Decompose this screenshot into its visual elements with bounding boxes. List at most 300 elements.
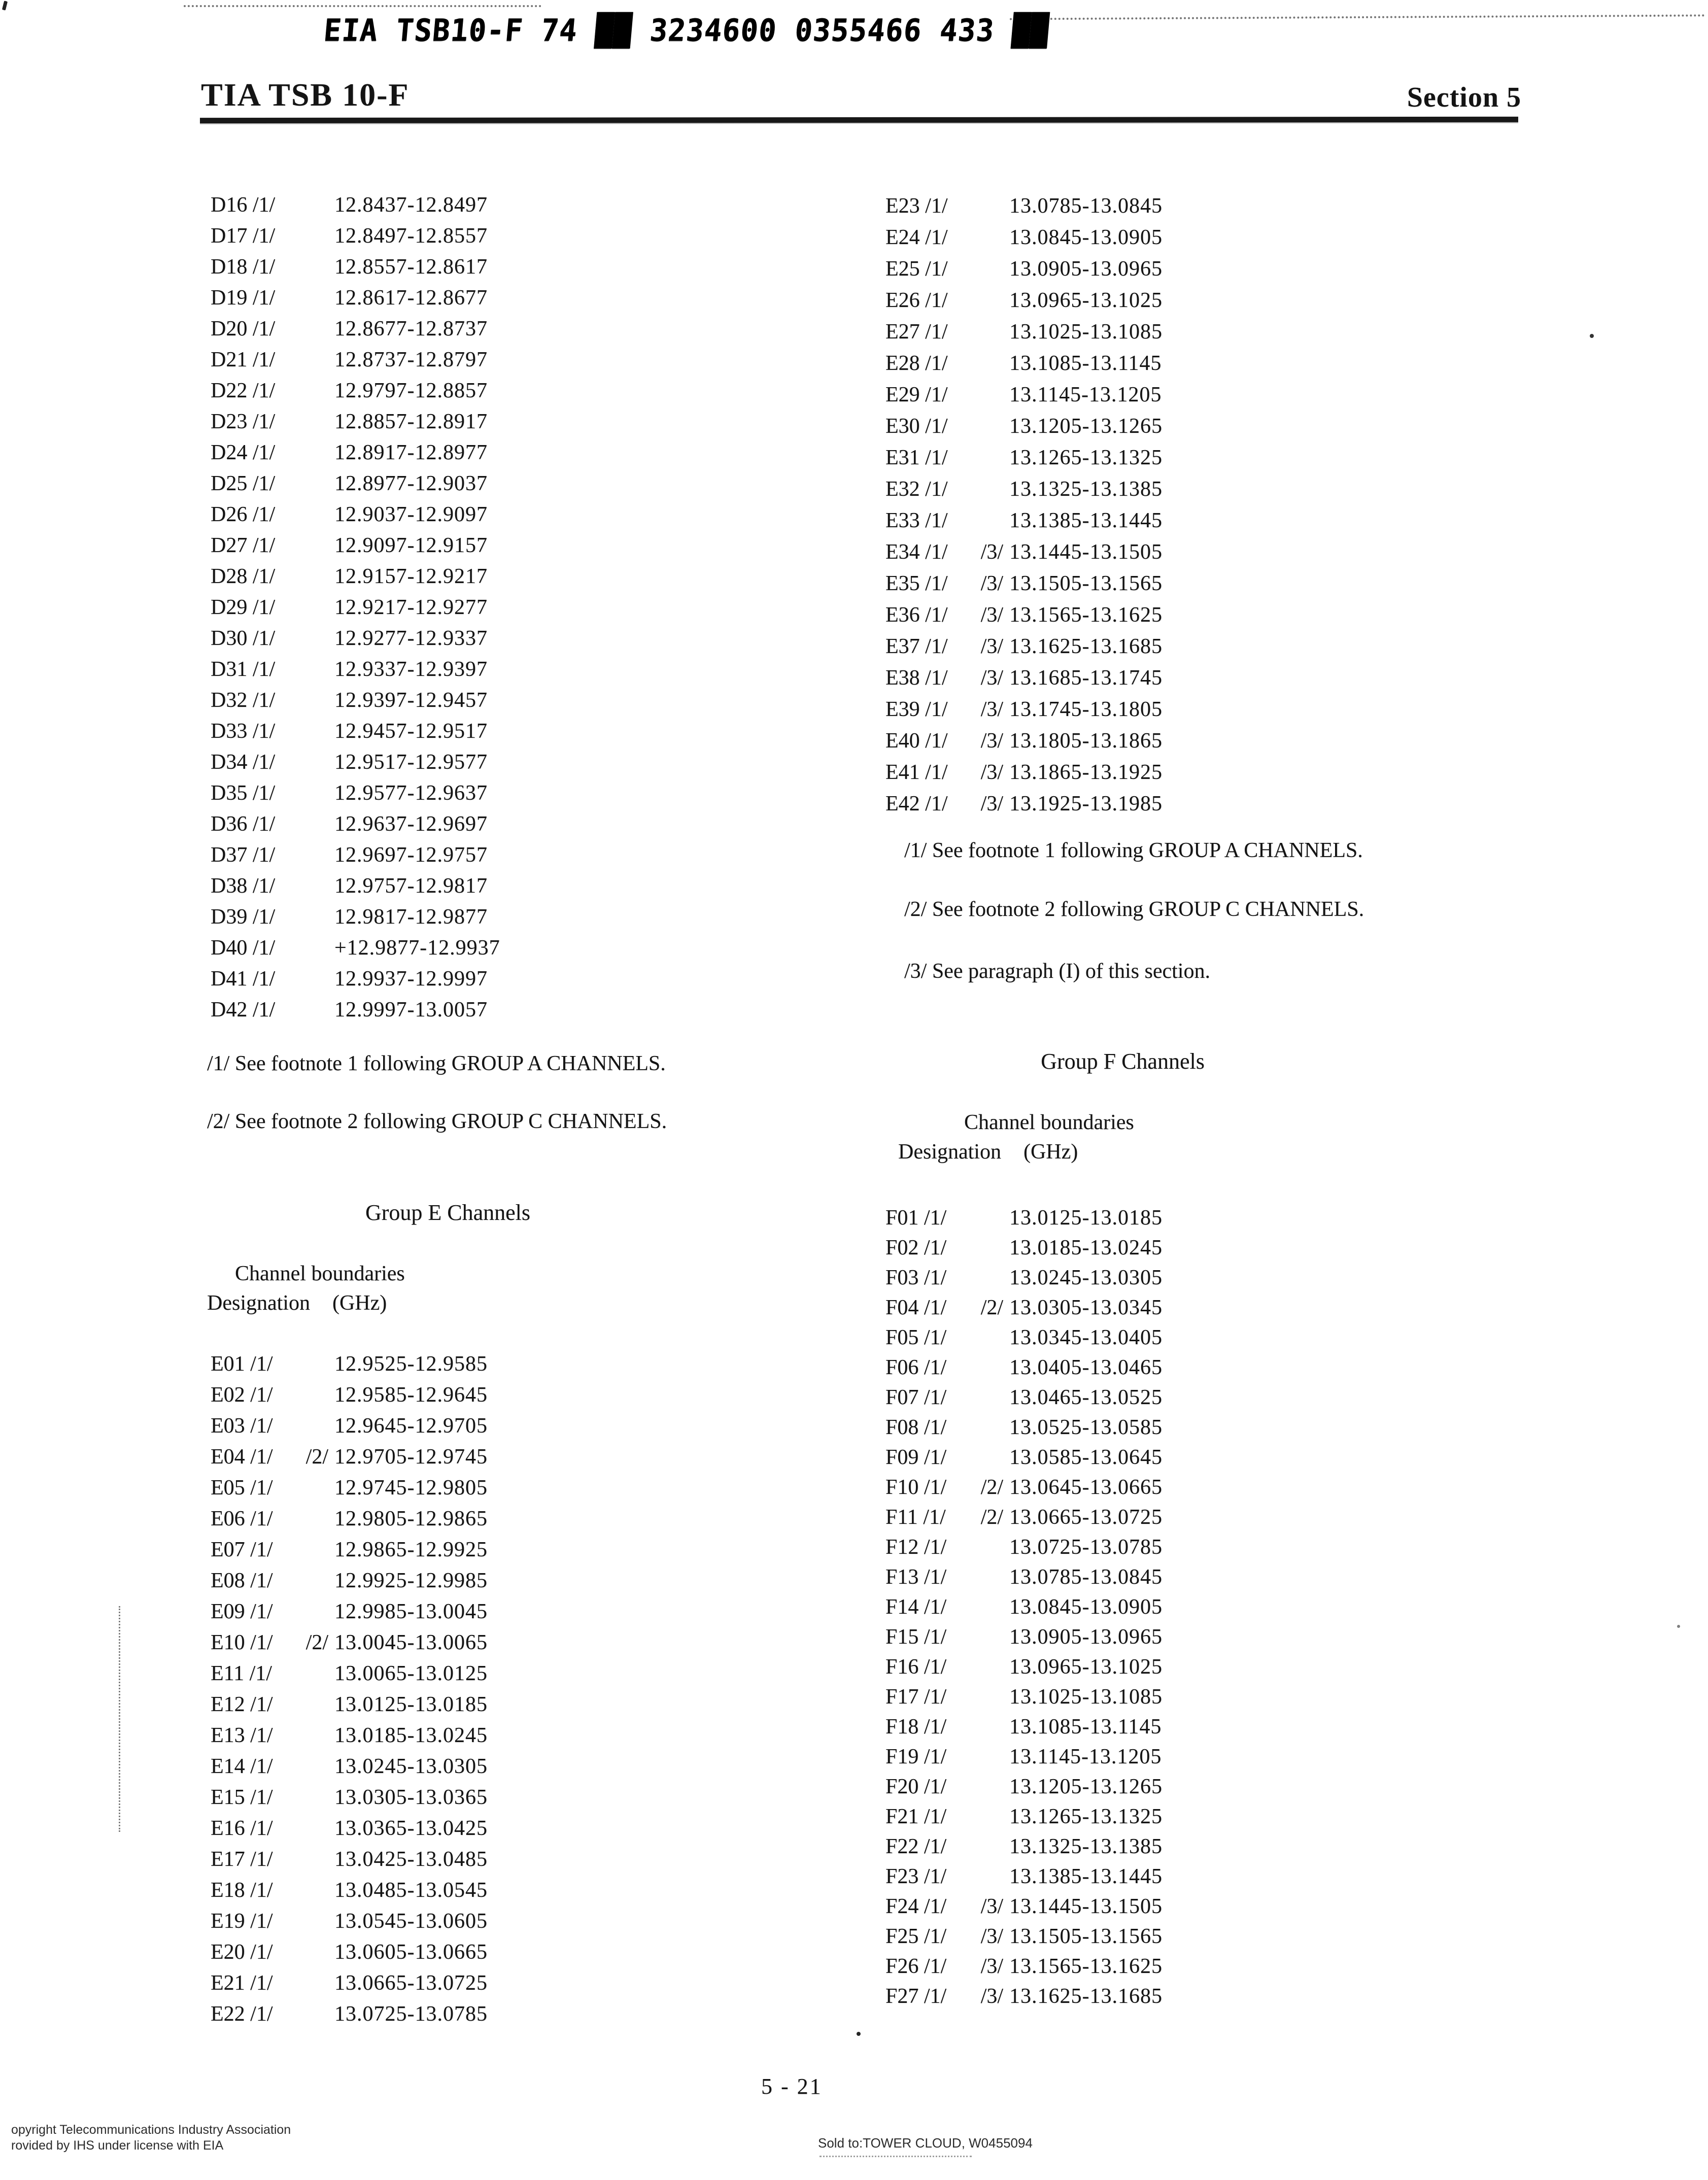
channel-row (211, 1846, 488, 1877)
channel-designation: E12 /1/ (211, 1693, 273, 1716)
channel-designation: E03 /1/ (211, 1414, 273, 1438)
frequency-range: 12.9637-12.9697 (334, 812, 488, 836)
channel-row (211, 563, 500, 594)
frequency-range: 13.1325-13.1385 (1009, 1835, 1163, 1858)
ghz-header: (GHz) (332, 1291, 387, 1315)
designation-header: Designation (207, 1291, 310, 1315)
channel-designation: E20 /1/ (211, 1940, 273, 1964)
channel-row (885, 1295, 1163, 1324)
channel-designation: F08 /1/ (885, 1416, 947, 1439)
channel-designation: E25 /1/ (885, 257, 948, 281)
channel-designation: D21 /1/ (211, 348, 276, 371)
channel-row (885, 728, 1163, 759)
channel-designation: F14 /1/ (885, 1595, 947, 1619)
channel-designation: F21 /1/ (885, 1805, 947, 1828)
header-rule (200, 117, 1518, 123)
channel-row (211, 501, 500, 532)
frequency-range: 13.1745-13.1805 (1009, 698, 1163, 721)
channel-row (211, 904, 500, 935)
channel-row (211, 223, 500, 254)
channel-designation: F17 /1/ (885, 1685, 947, 1709)
channel-row (211, 1753, 488, 1784)
channel-row (211, 811, 500, 842)
frequency-range: 13.1205-13.1265 (1009, 1775, 1163, 1798)
channel-designation: F03 /1/ (885, 1266, 947, 1289)
channel-designation: F22 /1/ (885, 1835, 947, 1858)
channel-designation: D29 /1/ (211, 596, 276, 619)
channel-designation: D41 /1/ (211, 967, 276, 991)
scan-speck (1590, 334, 1594, 338)
footnote-3: /3/ See paragraph (I) of this section. (904, 960, 1210, 983)
channel-designation: E06 /1/ (211, 1507, 273, 1530)
frequency-range: 13.0585-13.0645 (1009, 1446, 1163, 1469)
channel-row (211, 1506, 488, 1537)
channel-row (885, 1893, 1163, 1923)
channel-designation: E15 /1/ (211, 1786, 273, 1809)
frequency-range: 13.0725-13.0785 (334, 2002, 488, 2026)
channel-designation: D16 /1/ (211, 193, 276, 217)
channel-designation: D20 /1/ (211, 317, 276, 340)
channel-row (885, 1714, 1163, 1744)
frequency-range: 13.1085-13.1145 (1009, 352, 1162, 375)
channel-designation: E42 /1/ (885, 792, 948, 815)
frequency-range: 13.1145-13.1205 (1009, 1745, 1162, 1768)
frequency-range: 12.9925-12.9985 (334, 1569, 488, 1592)
group-e-right-table (885, 193, 1163, 822)
channel-designation: F18 /1/ (885, 1715, 947, 1739)
frequency-range: 13.0965-13.1025 (1009, 1655, 1163, 1679)
channel-designation: F06 /1/ (885, 1356, 947, 1379)
channel-row (211, 1939, 488, 1970)
frequency-range: 13.0465-13.0525 (1009, 1386, 1163, 1409)
channel-row (885, 539, 1163, 570)
channel-row (885, 287, 1163, 319)
frequency-range: 13.0365-13.0425 (334, 1817, 488, 1840)
channel-row (211, 1598, 488, 1629)
channel-row (211, 532, 500, 563)
channel-row (885, 633, 1163, 665)
scan-smudge-footer (819, 2156, 972, 2157)
page-number: 5 - 21 (761, 2074, 823, 2099)
frequency-range: 13.1865-13.1925 (1009, 761, 1163, 784)
frequency-range: 12.8977-12.9037 (334, 472, 488, 495)
channel-row (211, 1537, 488, 1568)
channel-row (211, 1568, 488, 1598)
channel-row (211, 1970, 488, 2001)
frequency-range: 13.1925-13.1985 (1009, 792, 1163, 815)
ghz-header: (GHz) (1023, 1140, 1078, 1164)
channel-row (885, 1774, 1163, 1803)
channel-row (211, 718, 500, 749)
column-header-row (207, 1291, 387, 1315)
channel-designation: D19 /1/ (211, 286, 276, 310)
frequency-range: 12.9757-12.9817 (334, 874, 488, 898)
frequency-range: 13.0125-13.0185 (1009, 1206, 1163, 1230)
scan-dotted-line-top-right (1010, 14, 1705, 20)
channel-row (885, 1564, 1163, 1594)
frequency-range: 13.0125-13.0185 (334, 1693, 488, 1716)
channel-designation: F02 /1/ (885, 1236, 947, 1259)
frequency-range: 12.9585-12.9645 (334, 1383, 488, 1407)
footnote-marker: /3/ (980, 698, 1003, 721)
footnote-marker: /2/ (980, 1506, 1003, 1529)
frequency-range: 13.0905-13.0965 (1009, 1625, 1163, 1649)
channel-row (885, 602, 1163, 633)
frequency-range: 12.9705-12.9745 (334, 1445, 488, 1469)
frequency-range: 12.9997-13.0057 (334, 998, 488, 1021)
footnote-marker: /3/ (980, 572, 1003, 595)
frequency-range: 13.1505-13.1565 (1009, 1925, 1163, 1948)
group-d-table (211, 192, 500, 1028)
channel-row (211, 749, 500, 780)
frequency-range: 13.0525-13.0585 (1009, 1416, 1163, 1439)
channel-designation: E39 /1/ (885, 698, 948, 721)
channel-row (211, 1908, 488, 1939)
channel-designation: E17 /1/ (211, 1848, 273, 1871)
channel-row (885, 1205, 1163, 1235)
channel-designation: F09 /1/ (885, 1446, 947, 1469)
channel-row (885, 1624, 1163, 1654)
channel-designation: E10 /1/ (211, 1631, 273, 1654)
channel-designation: D27 /1/ (211, 534, 276, 557)
channel-designation: D23 /1/ (211, 410, 276, 433)
channel-row (211, 1660, 488, 1691)
channel-row (885, 256, 1163, 287)
channel-row (211, 1629, 488, 1660)
channel-row (885, 350, 1163, 382)
channel-designation: F05 /1/ (885, 1326, 947, 1349)
channel-designation: E18 /1/ (211, 1879, 273, 1902)
channel-row (885, 665, 1163, 696)
channel-designation: E32 /1/ (885, 478, 948, 501)
frequency-range: 12.8497-12.8557 (334, 224, 488, 248)
channel-row (885, 1324, 1163, 1354)
channel-row (885, 1863, 1163, 1893)
footnote-marker: /3/ (980, 635, 1003, 658)
frequency-range: 13.0845-13.0905 (1009, 226, 1163, 249)
frequency-range: 12.8737-12.8797 (334, 348, 488, 371)
frequency-range: 12.9337-12.9397 (334, 658, 488, 681)
channel-designation: F04 /1/ (885, 1296, 947, 1319)
channel-designation: E28 /1/ (885, 352, 948, 375)
channel-row (885, 413, 1163, 445)
channel-designation: E13 /1/ (211, 1724, 273, 1747)
frequency-range: 12.9797-12.8857 (334, 379, 488, 402)
frequency-range: 13.0665-13.0725 (334, 1971, 488, 1995)
channel-boundaries-label: Channel boundaries (235, 1262, 405, 1285)
frequency-range: 13.1265-13.1325 (1009, 446, 1163, 469)
channel-row (885, 382, 1163, 413)
channel-designation: D26 /1/ (211, 503, 276, 526)
channel-designation: E34 /1/ (885, 540, 948, 564)
frequency-range: 13.0725-13.0785 (1009, 1536, 1163, 1559)
channel-designation: E36 /1/ (885, 603, 948, 627)
frequency-range: 12.9937-12.9997 (334, 967, 488, 991)
frequency-range: 13.1265-13.1325 (1009, 1805, 1163, 1828)
designation-header: Designation (898, 1140, 1001, 1164)
channel-row (211, 285, 500, 316)
frequency-range: 13.1025-13.1085 (1009, 320, 1163, 344)
channel-row (885, 696, 1163, 728)
frequency-range: 13.1445-13.1505 (1009, 540, 1163, 564)
footnote-marker: /2/ (980, 1476, 1003, 1499)
channel-designation: D28 /1/ (211, 565, 276, 588)
frequency-range: 12.8677-12.8737 (334, 317, 488, 340)
frequency-range: 12.9865-12.9925 (334, 1538, 488, 1561)
frequency-range: 13.1805-13.1865 (1009, 729, 1163, 753)
copyright-line: opyright Telecommunications Industry Association (11, 2123, 291, 2137)
channel-designation: D24 /1/ (211, 441, 276, 464)
frequency-range: 13.0605-13.0665 (334, 1940, 488, 1964)
channel-designation: E30 /1/ (885, 415, 948, 438)
group-e-heading: Group E Channels (365, 1200, 531, 1225)
frequency-range: 12.9745-12.9805 (334, 1476, 488, 1500)
channel-designation: F01 /1/ (885, 1206, 947, 1230)
channel-designation: F15 /1/ (885, 1625, 947, 1649)
frequency-range: 13.1085-13.1145 (1009, 1715, 1162, 1739)
channel-designation: F07 /1/ (885, 1386, 947, 1409)
channel-designation: F10 /1/ (885, 1476, 947, 1499)
channel-designation: E07 /1/ (211, 1538, 273, 1561)
frequency-range: 13.1625-13.1685 (1009, 635, 1163, 658)
frequency-range: 13.0245-13.0305 (1009, 1266, 1163, 1289)
channel-designation: E02 /1/ (211, 1383, 273, 1407)
channel-designation: E33 /1/ (885, 509, 948, 532)
frequency-range: 13.0425-13.0485 (334, 1848, 488, 1871)
channel-row (211, 347, 500, 378)
document-number-stamp: EIA TSB10-F 74 ██ 3234600 0355466 433 ██ (322, 13, 1050, 49)
channel-row (885, 1265, 1163, 1295)
channel-designation: D32 /1/ (211, 689, 276, 712)
channel-row (885, 1953, 1163, 1983)
channel-designation: E05 /1/ (211, 1476, 273, 1500)
channel-row (885, 476, 1163, 507)
frequency-range: 12.8857-12.8917 (334, 410, 488, 433)
frequency-range: 12.9157-12.9217 (334, 565, 488, 588)
frequency-range: 13.0785-13.0845 (1009, 194, 1163, 218)
channel-designation: F25 /1/ (885, 1925, 947, 1948)
frequency-range: 12.8437-12.8497 (334, 193, 488, 217)
channel-row (885, 224, 1163, 256)
channel-row (885, 1833, 1163, 1863)
frequency-range: 13.0485-13.0545 (334, 1879, 488, 1902)
frequency-range: 13.1145-13.1205 (1009, 383, 1162, 406)
channel-designation: E31 /1/ (885, 446, 948, 469)
footnote-marker: /3/ (980, 1955, 1003, 1978)
channel-designation: E41 /1/ (885, 761, 948, 784)
channel-row (211, 1382, 488, 1413)
scan-speck (857, 2032, 861, 2036)
channel-designation: D17 /1/ (211, 224, 276, 248)
frequency-range: +12.9877-12.9937 (334, 936, 500, 960)
footnote-marker: /3/ (980, 761, 1003, 784)
frequency-range: 13.0185-13.0245 (334, 1724, 488, 1747)
frequency-range: 13.0905-13.0965 (1009, 257, 1163, 281)
frequency-range: 13.0245-13.0305 (334, 1755, 488, 1778)
channel-designation: D34 /1/ (211, 751, 276, 774)
channel-designation: E04 /1/ (211, 1445, 273, 1469)
footnote-marker: /3/ (980, 603, 1003, 627)
group-e-left-table (211, 1351, 488, 2032)
frequency-range: 12.9517-12.9577 (334, 751, 488, 774)
footnote-marker: /3/ (980, 1925, 1003, 1948)
column-header-row (898, 1140, 1078, 1164)
channel-designation: D39 /1/ (211, 905, 276, 929)
channel-row (211, 873, 500, 904)
frequency-range: 13.0785-13.0845 (1009, 1565, 1163, 1589)
channel-row (211, 1815, 488, 1846)
channel-designation: D25 /1/ (211, 472, 276, 495)
frequency-range: 12.9697-12.9757 (334, 843, 488, 867)
frequency-range: 13.1385-13.1445 (1009, 509, 1163, 532)
channel-row (211, 966, 500, 997)
footnote-marker: /3/ (980, 540, 1003, 564)
channel-row (885, 1414, 1163, 1444)
channel-designation: E40 /1/ (885, 729, 948, 753)
footnote-marker: /3/ (980, 1985, 1003, 2008)
frequency-range: 12.9525-12.9585 (334, 1352, 488, 1376)
channel-designation: E37 /1/ (885, 635, 948, 658)
frequency-range: 13.1505-13.1565 (1009, 572, 1163, 595)
copyright-line: rovided by IHS under license with EIA (11, 2138, 224, 2153)
channel-designation: F19 /1/ (885, 1745, 947, 1768)
channel-row (211, 656, 500, 687)
channel-designation: F12 /1/ (885, 1536, 947, 1559)
channel-designation: E21 /1/ (211, 1971, 273, 1995)
channel-designation: D40 /1/ (211, 936, 276, 960)
channel-row (885, 1983, 1163, 2013)
channel-row (211, 1691, 488, 1722)
scan-dotted-line-top-left (184, 5, 541, 7)
frequency-range: 12.9217-12.9277 (334, 596, 488, 619)
channel-row (211, 439, 500, 470)
channel-row (885, 1654, 1163, 1684)
channel-row (211, 1413, 488, 1444)
group-f-table (885, 1205, 1163, 2013)
channel-row (885, 445, 1163, 476)
footnote-marker: /3/ (980, 666, 1003, 690)
channel-designation: E23 /1/ (885, 194, 948, 218)
frequency-range: 12.9577-12.9637 (334, 781, 488, 805)
channel-designation: E22 /1/ (211, 2002, 273, 2026)
frequency-range: 12.9817-12.9877 (334, 905, 488, 929)
frequency-range: 13.0965-13.1025 (1009, 289, 1163, 312)
scan-dotted-line-left-margin (119, 1606, 120, 1832)
channel-row (211, 594, 500, 625)
channel-designation: D30 /1/ (211, 627, 276, 650)
frequency-range: 13.1445-13.1505 (1009, 1895, 1163, 1918)
frequency-range: 12.8557-12.8617 (334, 255, 488, 279)
channel-designation: D37 /1/ (211, 843, 276, 867)
frequency-range: 13.1625-13.1685 (1009, 1985, 1163, 2008)
channel-designation: D31 /1/ (211, 658, 276, 681)
channel-row (211, 780, 500, 811)
frequency-range: 13.1385-13.1445 (1009, 1865, 1163, 1888)
sold-to-label: Sold to:TOWER CLOUD, W0455094 (818, 2135, 1033, 2151)
scan-speck (1677, 1625, 1680, 1628)
channel-designation: E19 /1/ (211, 1910, 273, 1933)
frequency-range: 13.0345-13.0405 (1009, 1326, 1163, 1349)
footnote-marker: /2/ (305, 1445, 328, 1469)
channel-row (885, 1744, 1163, 1774)
frequency-range: 13.1565-13.1625 (1009, 1955, 1163, 1978)
channel-row (211, 1877, 488, 1908)
channel-designation: E08 /1/ (211, 1569, 273, 1592)
footnote-marker: /3/ (980, 792, 1003, 815)
frequency-range: 13.1205-13.1265 (1009, 415, 1163, 438)
channel-row (885, 1923, 1163, 1953)
channel-row (211, 842, 500, 873)
channel-designation: D33 /1/ (211, 720, 276, 743)
channel-boundaries-label: Channel boundaries (964, 1111, 1134, 1134)
channel-row (211, 935, 500, 966)
channel-row (211, 408, 500, 439)
frequency-range: 13.0645-13.0665 (1009, 1476, 1163, 1499)
channel-designation: E29 /1/ (885, 383, 948, 406)
frequency-range: 12.9457-12.9517 (334, 720, 488, 743)
channel-designation: D38 /1/ (211, 874, 276, 898)
channel-row (885, 1534, 1163, 1564)
channel-designation: D22 /1/ (211, 379, 276, 402)
frequency-range: 13.0045-13.0065 (334, 1631, 488, 1654)
channel-row (211, 2001, 488, 2032)
document-title: TIA TSB 10-F (201, 77, 409, 113)
footnote-marker: /3/ (980, 729, 1003, 753)
footnote-2: /2/ See footnote 2 following GROUP C CHANNELS. (904, 898, 1364, 921)
frequency-range: 12.9985-13.0045 (334, 1600, 488, 1623)
channel-row (211, 687, 500, 718)
channel-designation: E09 /1/ (211, 1600, 273, 1623)
channel-row (885, 1384, 1163, 1414)
frequency-range: 13.0545-13.0605 (334, 1910, 488, 1933)
scan-speck (2, 1, 8, 10)
channel-designation: F24 /1/ (885, 1895, 947, 1918)
channel-row (211, 1475, 488, 1506)
channel-designation: E38 /1/ (885, 666, 948, 690)
frequency-range: 13.0665-13.0725 (1009, 1506, 1163, 1529)
channel-designation: F13 /1/ (885, 1565, 947, 1589)
channel-row (885, 1504, 1163, 1534)
frequency-range: 12.8917-12.8977 (334, 441, 488, 464)
channel-row (885, 1474, 1163, 1504)
channel-designation: E24 /1/ (885, 226, 948, 249)
channel-row (885, 1444, 1163, 1474)
frequency-range: 12.8617-12.8677 (334, 286, 488, 310)
channel-row (885, 507, 1163, 539)
channel-designation: F16 /1/ (885, 1655, 947, 1679)
channel-row (211, 470, 500, 501)
channel-row (885, 1594, 1163, 1624)
frequency-range: 13.0065-13.0125 (334, 1662, 488, 1685)
channel-designation: E27 /1/ (885, 320, 948, 344)
channel-row (885, 193, 1163, 224)
frequency-range: 12.9805-12.9865 (334, 1507, 488, 1530)
frequency-range: 13.1565-13.1625 (1009, 603, 1163, 627)
channel-designation: E26 /1/ (885, 289, 948, 312)
channel-designation: F26 /1/ (885, 1955, 947, 1978)
channel-row (885, 319, 1163, 350)
channel-row (885, 759, 1163, 791)
footnote-1: /1/ See footnote 1 following GROUP A CHANNELS. (207, 1052, 666, 1075)
channel-row (211, 1351, 488, 1382)
channel-designation: D18 /1/ (211, 255, 276, 279)
frequency-range: 13.1025-13.1085 (1009, 1685, 1163, 1709)
channel-designation: D36 /1/ (211, 812, 276, 836)
channel-row (885, 791, 1163, 822)
channel-row (211, 316, 500, 347)
channel-designation: E01 /1/ (211, 1352, 273, 1376)
channel-row (211, 1444, 488, 1475)
